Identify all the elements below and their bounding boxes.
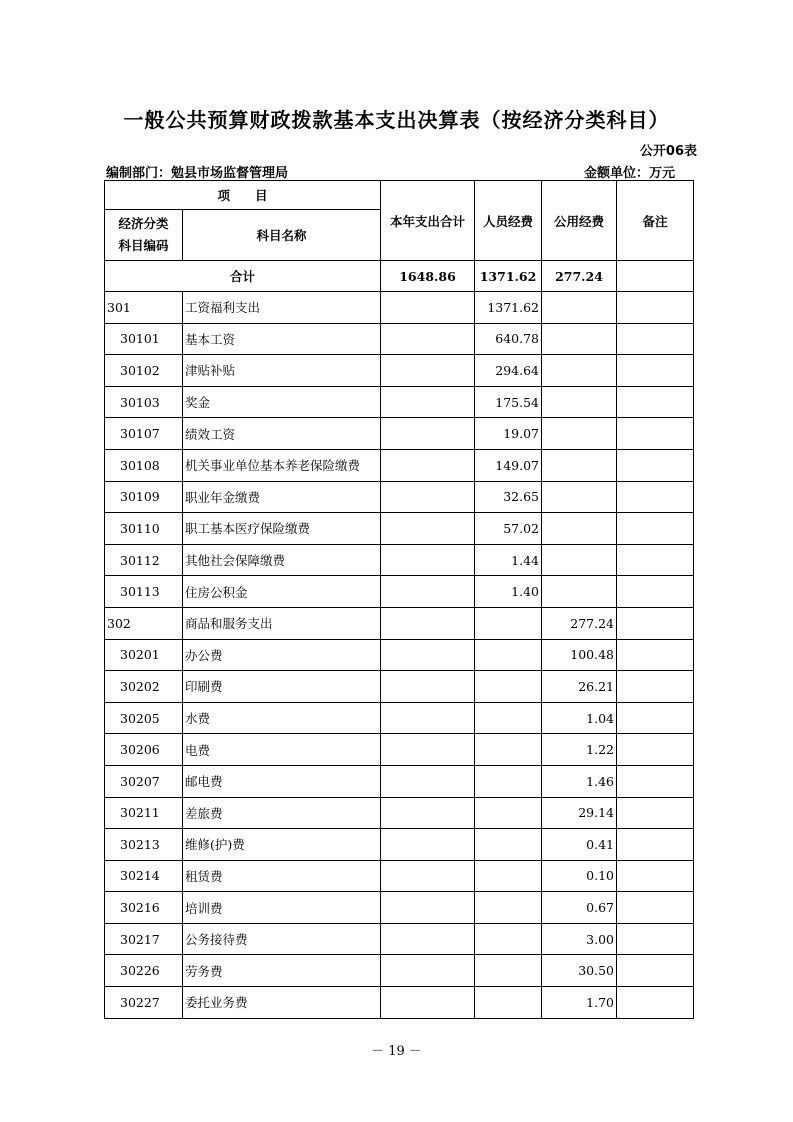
row-code: 30112 xyxy=(105,544,183,576)
row-public: 1.46 xyxy=(542,765,617,797)
row-name: 职业年金缴费 xyxy=(183,481,381,513)
row-total xyxy=(381,860,475,892)
row-total xyxy=(381,449,475,481)
table-row xyxy=(105,386,694,418)
row-public xyxy=(542,355,617,387)
row-remark xyxy=(617,513,694,545)
name-header: 科目名称 xyxy=(183,210,381,261)
header-row-1 xyxy=(105,181,694,210)
table-row xyxy=(105,923,694,955)
row-name: 津贴补贴 xyxy=(183,355,381,387)
row-remark xyxy=(617,607,694,639)
code-header: 经济分类 科目编码 xyxy=(105,210,183,261)
row-name: 差旅费 xyxy=(183,797,381,829)
row-code: 30103 xyxy=(105,386,183,418)
row-code: 30216 xyxy=(105,892,183,924)
row-total xyxy=(381,829,475,861)
row-remark xyxy=(617,386,694,418)
row-remark xyxy=(617,734,694,766)
total-label: 合计 xyxy=(105,261,381,292)
row-code: 301 xyxy=(105,292,183,324)
row-public xyxy=(542,418,617,450)
row-remark xyxy=(617,292,694,324)
row-total xyxy=(381,797,475,829)
row-public xyxy=(542,481,617,513)
row-name: 委托业务费 xyxy=(183,987,381,1019)
row-code: 30211 xyxy=(105,797,183,829)
table-row xyxy=(105,702,694,734)
total-header: 本年支出合计 xyxy=(381,181,475,261)
row-public: 0.67 xyxy=(542,892,617,924)
row-name: 租赁费 xyxy=(183,860,381,892)
row-personnel: 175.54 xyxy=(475,386,542,418)
row-total xyxy=(381,892,475,924)
row-personnel: 1.44 xyxy=(475,544,542,576)
row-code: 30213 xyxy=(105,829,183,861)
row-personnel xyxy=(475,797,542,829)
table-row xyxy=(105,765,694,797)
row-name: 维修(护)费 xyxy=(183,829,381,861)
table-row xyxy=(105,576,694,608)
total-amount: 1648.86 xyxy=(381,261,475,292)
table-row xyxy=(105,323,694,355)
row-public: 100.48 xyxy=(542,639,617,671)
row-code: 30205 xyxy=(105,702,183,734)
table-row xyxy=(105,449,694,481)
row-remark xyxy=(617,892,694,924)
row-name: 公务接待费 xyxy=(183,923,381,955)
table-row xyxy=(105,829,694,861)
row-personnel: 640.78 xyxy=(475,323,542,355)
row-name: 邮电费 xyxy=(183,765,381,797)
row-total xyxy=(381,576,475,608)
table-row xyxy=(105,892,694,924)
row-total xyxy=(381,481,475,513)
row-public xyxy=(542,323,617,355)
row-name: 奖金 xyxy=(183,386,381,418)
row-personnel xyxy=(475,639,542,671)
row-remark xyxy=(617,923,694,955)
row-name: 商品和服务支出 xyxy=(183,607,381,639)
row-remark xyxy=(617,355,694,387)
row-remark xyxy=(617,449,694,481)
row-personnel: 32.65 xyxy=(475,481,542,513)
row-code: 30207 xyxy=(105,765,183,797)
table-row xyxy=(105,860,694,892)
row-remark xyxy=(617,418,694,450)
table-row xyxy=(105,639,694,671)
row-public: 26.21 xyxy=(542,671,617,703)
row-public xyxy=(542,513,617,545)
total-public: 277.24 xyxy=(542,261,617,292)
public-header: 公用经费 xyxy=(542,181,617,261)
table-row xyxy=(105,671,694,703)
row-total xyxy=(381,734,475,766)
table-row xyxy=(105,513,694,545)
total-remark xyxy=(617,261,694,292)
row-name: 电费 xyxy=(183,734,381,766)
row-personnel: 57.02 xyxy=(475,513,542,545)
row-total xyxy=(381,765,475,797)
remark-header: 备注 xyxy=(617,181,694,261)
row-code: 30214 xyxy=(105,860,183,892)
row-remark xyxy=(617,576,694,608)
row-remark xyxy=(617,987,694,1019)
row-public: 29.14 xyxy=(542,797,617,829)
row-remark xyxy=(617,860,694,892)
row-name: 机关事业单位基本养老保险缴费 xyxy=(183,449,381,481)
row-name: 水费 xyxy=(183,702,381,734)
row-code: 30107 xyxy=(105,418,183,450)
table-row xyxy=(105,955,694,987)
row-remark xyxy=(617,639,694,671)
row-personnel xyxy=(475,702,542,734)
row-total xyxy=(381,292,475,324)
row-name: 基本工资 xyxy=(183,323,381,355)
row-public: 1.22 xyxy=(542,734,617,766)
row-total xyxy=(381,355,475,387)
row-total xyxy=(381,955,475,987)
row-name: 绩效工资 xyxy=(183,418,381,450)
row-personnel xyxy=(475,955,542,987)
table-row xyxy=(105,544,694,576)
row-total xyxy=(381,923,475,955)
row-name: 工资福利支出 xyxy=(183,292,381,324)
row-code: 30109 xyxy=(105,481,183,513)
row-public: 30.50 xyxy=(542,955,617,987)
row-total xyxy=(381,386,475,418)
row-name: 办公费 xyxy=(183,639,381,671)
row-name: 其他社会保障缴费 xyxy=(183,544,381,576)
row-public: 1.04 xyxy=(542,702,617,734)
expenditure-table xyxy=(104,180,694,1019)
row-personnel xyxy=(475,860,542,892)
row-remark xyxy=(617,955,694,987)
project-header: 项 目 xyxy=(105,181,381,210)
row-total xyxy=(381,418,475,450)
row-personnel xyxy=(475,987,542,1019)
row-public: 3.00 xyxy=(542,923,617,955)
table-row xyxy=(105,481,694,513)
row-code: 302 xyxy=(105,607,183,639)
row-public: 277.24 xyxy=(542,607,617,639)
row-personnel: 1371.62 xyxy=(475,292,542,324)
row-name: 住房公积金 xyxy=(183,576,381,608)
row-total xyxy=(381,987,475,1019)
row-personnel xyxy=(475,734,542,766)
row-code: 30108 xyxy=(105,449,183,481)
row-remark xyxy=(617,797,694,829)
total-row xyxy=(105,261,694,292)
row-remark xyxy=(617,481,694,513)
row-personnel: 1.40 xyxy=(475,576,542,608)
row-public xyxy=(542,576,617,608)
table-row xyxy=(105,734,694,766)
row-code: 30227 xyxy=(105,987,183,1019)
row-remark xyxy=(617,829,694,861)
row-personnel: 149.07 xyxy=(475,449,542,481)
form-number: 公开06表 xyxy=(639,144,697,159)
row-name: 劳务费 xyxy=(183,955,381,987)
page-number: － 19 － xyxy=(371,1044,422,1059)
row-name: 培训费 xyxy=(183,892,381,924)
row-personnel: 294.64 xyxy=(475,355,542,387)
row-total xyxy=(381,513,475,545)
row-public xyxy=(542,449,617,481)
row-personnel xyxy=(475,923,542,955)
table-row xyxy=(105,607,694,639)
row-personnel xyxy=(475,607,542,639)
personnel-header: 人员经费 xyxy=(475,181,542,261)
row-code: 30113 xyxy=(105,576,183,608)
table-row xyxy=(105,355,694,387)
row-code: 30226 xyxy=(105,955,183,987)
row-name: 印刷费 xyxy=(183,671,381,703)
compiling-department: 编制部门：勉县市场监督管理局 xyxy=(106,166,289,181)
row-code: 30101 xyxy=(105,323,183,355)
row-personnel: 19.07 xyxy=(475,418,542,450)
row-total xyxy=(381,607,475,639)
row-total xyxy=(381,544,475,576)
total-personnel: 1371.62 xyxy=(475,261,542,292)
row-remark xyxy=(617,323,694,355)
page-title: 一般公共预算财政拨款基本支出决算表（按经济分类科目） xyxy=(123,108,670,132)
row-name: 职工基本医疗保险缴费 xyxy=(183,513,381,545)
row-total xyxy=(381,702,475,734)
row-personnel xyxy=(475,829,542,861)
table-row xyxy=(105,987,694,1019)
table-row xyxy=(105,418,694,450)
row-public xyxy=(542,292,617,324)
row-total xyxy=(381,671,475,703)
row-personnel xyxy=(475,765,542,797)
row-personnel xyxy=(475,671,542,703)
row-personnel xyxy=(475,892,542,924)
row-code: 30102 xyxy=(105,355,183,387)
row-code: 30201 xyxy=(105,639,183,671)
row-remark xyxy=(617,765,694,797)
row-public: 1.70 xyxy=(542,987,617,1019)
table-row xyxy=(105,797,694,829)
row-public: 0.10 xyxy=(542,860,617,892)
row-code: 30110 xyxy=(105,513,183,545)
row-remark xyxy=(617,544,694,576)
row-code: 30202 xyxy=(105,671,183,703)
row-public xyxy=(542,544,617,576)
row-total xyxy=(381,323,475,355)
row-total xyxy=(381,639,475,671)
row-code: 30217 xyxy=(105,923,183,955)
row-code: 30206 xyxy=(105,734,183,766)
row-public: 0.41 xyxy=(542,829,617,861)
table-row xyxy=(105,292,694,324)
row-remark xyxy=(617,702,694,734)
row-public xyxy=(542,386,617,418)
row-remark xyxy=(617,671,694,703)
amount-unit: 金额单位：万元 xyxy=(584,166,676,181)
